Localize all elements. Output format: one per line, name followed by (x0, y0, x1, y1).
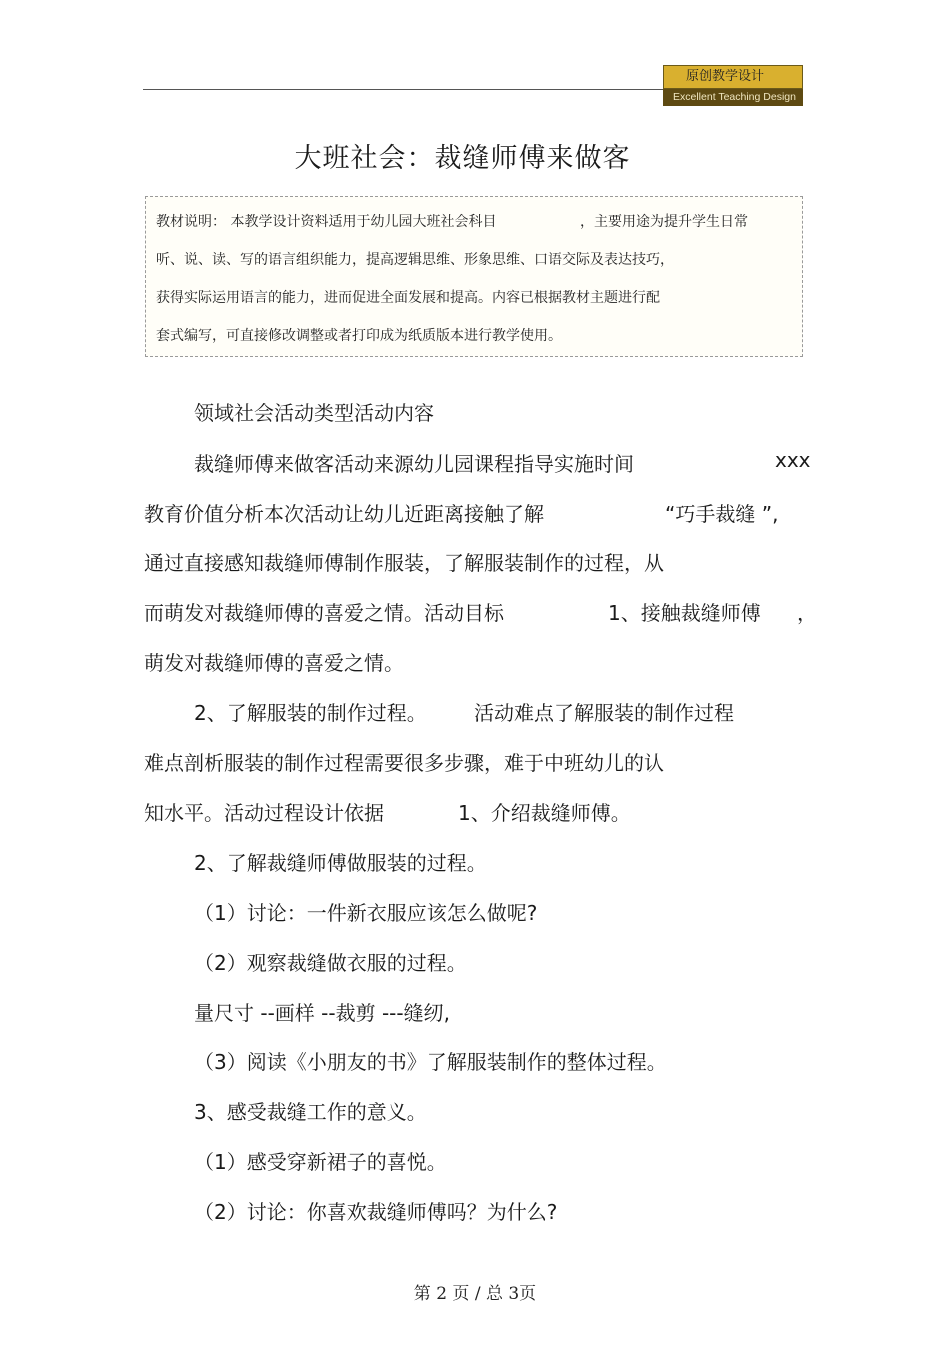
body-line-14: （3）阅读《小朋友的书》了解服装制作的整体过程。 (194, 1050, 667, 1074)
page-footer: 第 2 页 / 总 3页 (413, 1284, 537, 1304)
body-line-7b: 活动难点了解服装的制作过程 (474, 701, 734, 725)
body-line-10: 2、了解裁缝师傅做服装的过程。 (194, 851, 487, 875)
body-line-6: 萌发对裁缝师傅的喜爱之情。 (144, 651, 404, 675)
body-line-2a: 裁缝师傅来做客活动来源幼儿园课程指导实施时间 (194, 452, 634, 476)
body-line-8: 难点剖析服装的制作过程需要很多步骤，难于中班幼儿的认 (144, 751, 664, 775)
body-line-3b: “巧手裁缝 ”, (665, 502, 779, 526)
body-line-1: 领域社会活动类型活动内容 (194, 401, 434, 425)
body-line-11: （1）讨论：一件新衣服应该怎么做呢? (194, 901, 538, 925)
body-line-5b: 1、接触裁缝师傅 (608, 601, 761, 625)
body-line-5c: ， (797, 601, 817, 625)
body-line-15: 3、感受裁缝工作的意义。 (194, 1100, 427, 1124)
body-line-17: （2）讨论：你喜欢裁缝师傅吗？为什么? (194, 1200, 558, 1224)
body-line-12: （2）观察裁缝做衣服的过程。 (194, 951, 467, 975)
body-line-16: （1）感受穿新裙子的喜悦。 (194, 1150, 447, 1174)
note-line-3: 获得实际运用语言的能力，进而促进全面发展和提高。内容已根据教材主题进行配 (156, 290, 660, 306)
note-line-2: 听、说、读、写的语言组织能力，提高逻辑思维、形象思维、口语交际及表达技巧， (156, 252, 674, 268)
body-line-13: 量尺寸 --画样 --裁剪 ---缝纫, (194, 1001, 450, 1025)
body-line-5a: 而萌发对裁缝师傅的喜爱之情。活动目标 (144, 601, 504, 625)
header-badge (663, 65, 803, 106)
body-line-9a: 知水平。活动过程设计依据 (144, 801, 384, 825)
body-line-7a: 2、了解服装的制作过程。 (194, 701, 427, 725)
body-line-2b: xxx (775, 448, 811, 472)
note-line-1b: ，主要用途为提升学生日常 (580, 214, 748, 230)
badge-en-label: Excellent Teaching Design (663, 89, 803, 106)
body-line-9b: 1、介绍裁缝师傅。 (458, 801, 631, 825)
badge-cn-label: 原创教学设计 (663, 65, 803, 89)
note-line-1a: 教材说明： 本教学设计资料适用于幼儿园大班社会科目 (156, 214, 497, 230)
note-line-4: 套式编写，可直接修改调整或者打印成为纸质版本进行教学使用。 (156, 328, 562, 344)
body-line-4: 通过直接感知裁缝师傅制作服装，了解服装制作的过程，从 (144, 551, 664, 575)
body-line-3a: 教育价值分析本次活动让幼儿近距离接触了解 (144, 502, 544, 526)
document-title: 大班社会：裁缝师傅来做客 (294, 143, 631, 174)
